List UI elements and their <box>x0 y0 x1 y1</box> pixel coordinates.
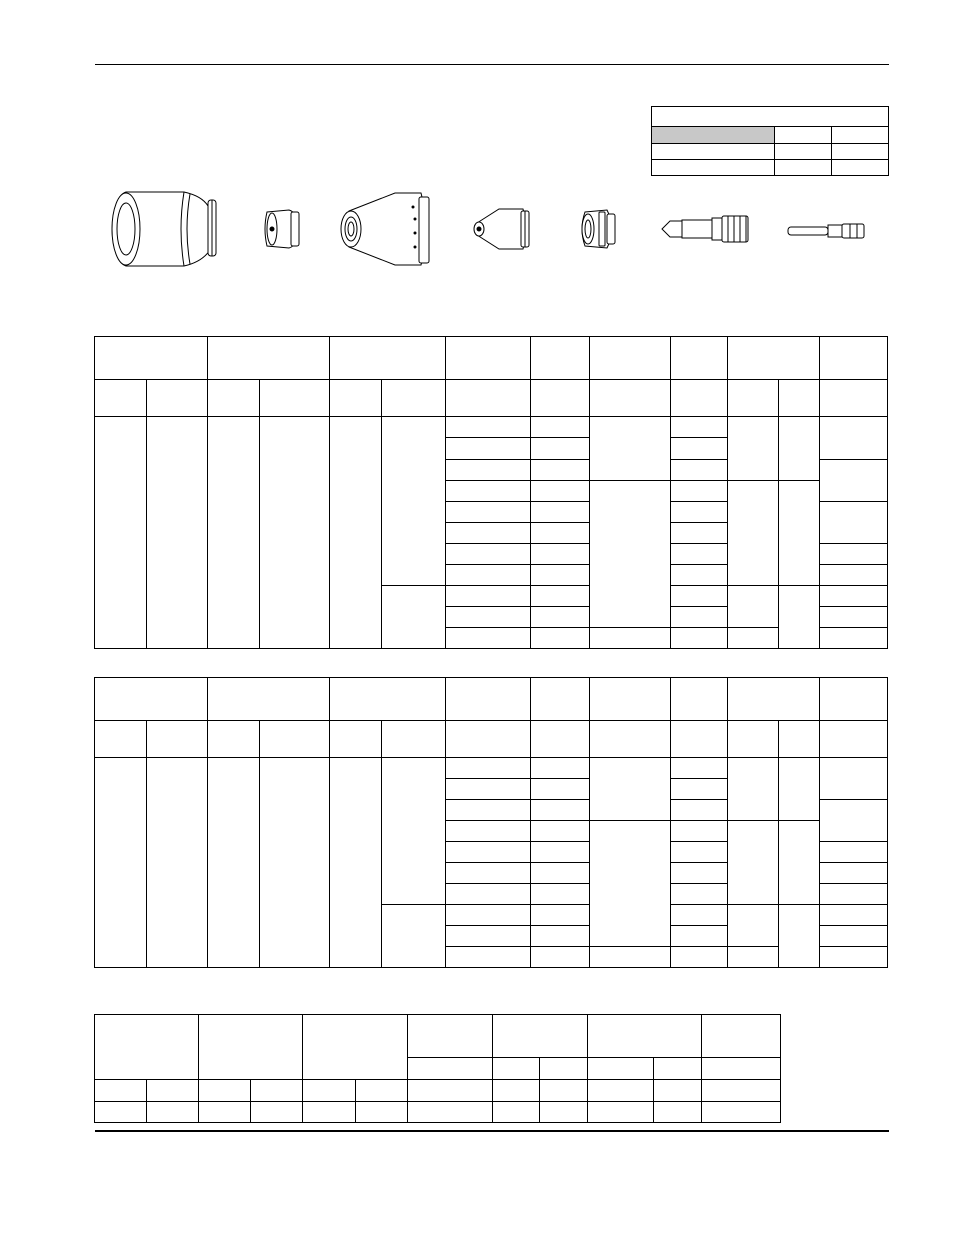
footer-rule <box>95 1130 889 1132</box>
table-1 <box>95 337 888 649</box>
table-3 <box>95 1015 781 1123</box>
table-2 <box>95 678 888 968</box>
